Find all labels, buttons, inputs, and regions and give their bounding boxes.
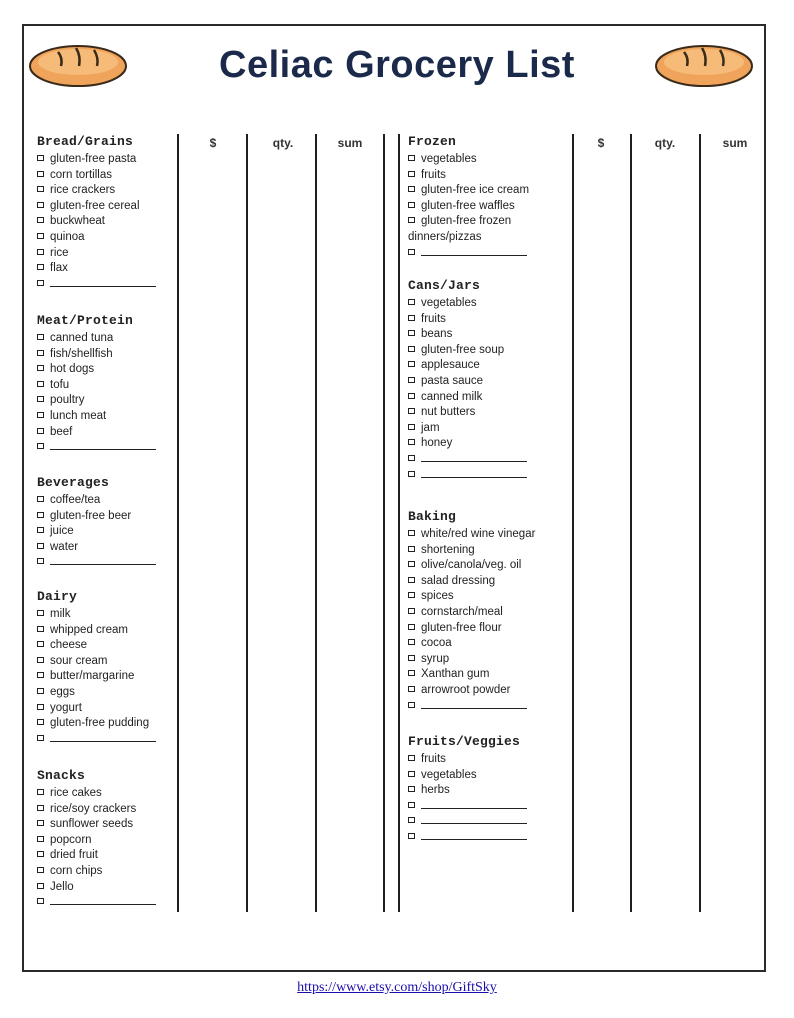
sum-column-header: sum (337, 136, 363, 150)
item-label: fruits (421, 168, 446, 181)
list-item (37, 493, 156, 509)
list-item (37, 347, 156, 363)
checkbox[interactable] (408, 217, 415, 223)
item-label: shortening (421, 543, 475, 556)
item-label: water (50, 540, 79, 553)
list-item (408, 214, 568, 245)
list-item (37, 277, 156, 293)
item-label: fruits (421, 312, 446, 325)
list-item (408, 830, 527, 846)
checkbox[interactable] (37, 657, 44, 663)
list-item (408, 152, 568, 168)
checkbox[interactable] (408, 361, 415, 367)
item-label: corn chips (50, 864, 103, 877)
blank-write-in-line[interactable] (50, 277, 156, 287)
item-label: gluten-free waffles (421, 199, 515, 212)
checkbox[interactable] (408, 315, 415, 321)
blank-write-in-line[interactable] (50, 440, 156, 450)
item-label: gluten-free flour (421, 621, 502, 634)
checkbox[interactable] (408, 639, 415, 645)
blank-write-in-line[interactable] (421, 799, 527, 809)
item-label: juice (50, 525, 74, 538)
checkbox[interactable] (37, 512, 44, 518)
qty-column-header: qty. (654, 136, 676, 150)
section-bread-grains (37, 134, 156, 292)
column-divider (383, 134, 385, 912)
checkbox[interactable] (408, 686, 415, 692)
checkbox[interactable] (37, 443, 44, 449)
checkbox[interactable] (408, 655, 415, 661)
checkbox[interactable] (37, 805, 44, 811)
checkbox[interactable] (37, 867, 44, 873)
list-item (408, 605, 535, 621)
item-label: vegetables (421, 297, 477, 309)
item-label: canned tuna (50, 332, 114, 344)
checkbox[interactable] (408, 186, 415, 192)
item-label: whipped cream (50, 623, 128, 636)
checkbox[interactable] (408, 561, 415, 567)
list-item (37, 540, 156, 556)
section-fruits-veggies (408, 734, 527, 846)
item-label: flax (50, 262, 68, 275)
list-item (37, 440, 156, 456)
checkbox[interactable] (37, 202, 44, 208)
checkbox[interactable] (37, 735, 44, 741)
checkbox[interactable] (37, 789, 44, 795)
checkbox[interactable] (408, 299, 415, 305)
list-item (37, 716, 156, 732)
item-label: cocoa (421, 637, 452, 650)
checkbox[interactable] (408, 608, 415, 614)
checkbox[interactable] (408, 171, 415, 177)
list-item (408, 558, 535, 574)
item-label: milk (50, 608, 71, 620)
item-label: syrup (421, 652, 450, 665)
checkbox[interactable] (37, 264, 44, 270)
checkbox[interactable] (408, 577, 415, 583)
blank-write-in-line[interactable] (50, 732, 156, 742)
list-item (37, 152, 156, 168)
list-item (408, 390, 527, 406)
checkbox[interactable] (408, 670, 415, 676)
checkbox[interactable] (37, 496, 44, 502)
blank-write-in-line[interactable] (50, 895, 156, 905)
column-divider (398, 134, 400, 912)
checkbox[interactable] (37, 350, 44, 356)
list-item (37, 848, 156, 864)
blank-write-in-line[interactable] (421, 830, 527, 840)
item-label: butter/margarine (50, 670, 135, 683)
list-item (408, 327, 527, 343)
list-item (37, 638, 156, 654)
section-meat-protein (37, 313, 156, 456)
item-label: lunch meat (50, 409, 107, 422)
list-item (37, 607, 156, 623)
checkbox[interactable] (408, 408, 415, 414)
item-label: salad dressing (421, 574, 496, 587)
list-item (37, 378, 156, 394)
item-label: nut butters (421, 406, 476, 419)
section-title: Dairy (37, 589, 78, 604)
section-title: Cans/Jars (408, 278, 481, 293)
checkbox[interactable] (37, 233, 44, 239)
checkbox[interactable] (408, 455, 415, 461)
section-cans-jars (408, 278, 527, 483)
etsy-shop-link[interactable]: https://www.etsy.com/shop/GiftSky (297, 980, 497, 995)
list-item (408, 783, 527, 799)
checkbox[interactable] (408, 755, 415, 761)
list-item (37, 246, 156, 262)
item-label: gluten-free soup (421, 343, 505, 356)
list-item (408, 199, 568, 215)
blank-write-in-line[interactable] (421, 452, 527, 462)
checkbox[interactable] (408, 424, 415, 430)
list-item (408, 543, 535, 559)
item-label: beans (421, 328, 453, 341)
list-item (408, 168, 568, 184)
section-dairy (37, 589, 156, 747)
checkbox[interactable] (408, 377, 415, 383)
list-item (37, 524, 156, 540)
list-item (408, 699, 535, 715)
checkbox[interactable] (408, 771, 415, 777)
column-divider (699, 134, 701, 912)
checkbox[interactable] (408, 439, 415, 445)
list-item (408, 652, 535, 668)
checkbox[interactable] (37, 155, 44, 161)
list-item (408, 374, 527, 390)
blank-write-in-line[interactable] (50, 555, 156, 565)
section-title: Fruits/Veggies (408, 734, 521, 749)
list-item (37, 168, 156, 184)
checkbox[interactable] (37, 883, 44, 889)
list-item (408, 768, 527, 784)
checkbox[interactable] (37, 836, 44, 842)
item-label: fruits (421, 753, 446, 765)
list-item (408, 527, 535, 543)
list-item (37, 555, 156, 571)
list-item (37, 393, 156, 409)
section-beverages (37, 475, 156, 571)
item-label: cornstarch/meal (421, 605, 503, 618)
item-label: gluten-free ice cream (421, 184, 530, 197)
item-label: jam (421, 421, 440, 434)
list-item (37, 362, 156, 378)
section-title: Beverages (37, 475, 110, 490)
checkbox[interactable] (37, 217, 44, 223)
checkbox[interactable] (37, 186, 44, 192)
checkbox[interactable] (37, 820, 44, 826)
checkbox[interactable] (37, 381, 44, 387)
blank-write-in-line[interactable] (421, 246, 527, 256)
checkbox[interactable] (408, 786, 415, 792)
checkbox[interactable] (37, 412, 44, 418)
checkbox[interactable] (408, 346, 415, 352)
checkbox[interactable] (37, 334, 44, 340)
item-label: spices (421, 590, 454, 603)
item-label: olive/canola/veg. oil (421, 559, 522, 572)
checkbox[interactable] (408, 393, 415, 399)
item-label: rice crackers (50, 184, 116, 197)
item-label: sour cream (50, 654, 108, 667)
blank-write-in-line[interactable] (421, 814, 527, 824)
list-item (37, 331, 156, 347)
list-item (37, 880, 156, 896)
list-item (37, 833, 156, 849)
checkbox[interactable] (37, 396, 44, 402)
checkbox[interactable] (408, 471, 415, 477)
item-label: popcorn (50, 833, 92, 846)
item-label: gluten-free cereal (50, 199, 140, 212)
list-item (408, 752, 527, 768)
item-label: vegetables (421, 768, 477, 781)
list-item (408, 183, 568, 199)
list-item (408, 468, 527, 484)
list-item (37, 786, 156, 802)
list-item (408, 358, 527, 374)
list-item (408, 621, 535, 637)
checkbox[interactable] (37, 898, 44, 904)
price-column-header: $ (209, 136, 217, 150)
item-label: rice cakes (50, 787, 102, 799)
item-label: yogurt (50, 701, 82, 714)
checkbox[interactable] (37, 280, 44, 286)
item-label: coffee/tea (50, 494, 101, 506)
list-item (37, 183, 156, 199)
item-label: gluten-free pasta (50, 153, 137, 165)
item-label: eggs (50, 685, 75, 698)
checkbox[interactable] (408, 155, 415, 161)
section-snacks (37, 768, 156, 911)
checkbox[interactable] (408, 592, 415, 598)
section-frozen (408, 134, 568, 261)
list-item (37, 623, 156, 639)
item-label: quinoa (50, 230, 85, 243)
checkbox[interactable] (37, 171, 44, 177)
list-item (408, 667, 535, 683)
item-label: buckwheat (50, 215, 105, 228)
checkbox[interactable] (37, 688, 44, 694)
list-item (37, 685, 156, 701)
item-label: sunflower seeds (50, 818, 134, 831)
checkbox[interactable] (408, 330, 415, 336)
list-item (37, 199, 156, 215)
list-item (408, 343, 527, 359)
list-item (408, 405, 527, 421)
checkbox[interactable] (37, 249, 44, 255)
item-label: poultry (50, 394, 85, 407)
page-title: Celiac Grocery List (219, 44, 575, 86)
checkbox[interactable] (37, 365, 44, 371)
list-item (37, 669, 156, 685)
checkbox[interactable] (408, 833, 415, 839)
column-divider (630, 134, 632, 912)
section-title: Frozen (408, 134, 457, 149)
item-label: rice/soy crackers (50, 802, 137, 815)
list-item (37, 425, 156, 441)
list-item (37, 864, 156, 880)
item-label: honey (421, 437, 453, 450)
list-item (408, 312, 527, 328)
list-item (37, 654, 156, 670)
blank-write-in-line[interactable] (421, 699, 527, 709)
section-title: Bread/Grains (37, 134, 134, 149)
list-item (37, 261, 156, 277)
list-item (408, 683, 535, 699)
checkbox[interactable] (408, 202, 415, 208)
column-divider (315, 134, 317, 912)
section-baking (408, 509, 535, 714)
list-item (37, 802, 156, 818)
price-column-header: $ (597, 136, 605, 150)
list-item (37, 230, 156, 246)
item-label: tofu (50, 378, 70, 391)
checkbox[interactable] (37, 558, 44, 564)
item-label: corn tortillas (50, 168, 112, 181)
item-label: applesauce (421, 359, 480, 372)
checkbox[interactable] (408, 702, 415, 708)
list-item (408, 574, 535, 590)
item-label: canned milk (421, 390, 483, 403)
checkbox[interactable] (37, 626, 44, 632)
section-title: Meat/Protein (37, 313, 134, 328)
checkbox[interactable] (37, 610, 44, 616)
checkbox[interactable] (408, 546, 415, 552)
checkbox[interactable] (408, 249, 415, 255)
list-item (37, 732, 156, 748)
item-label: herbs (421, 784, 450, 797)
item-label: gluten-free pudding (50, 717, 150, 730)
checkbox[interactable] (408, 624, 415, 630)
item-label: beef (50, 425, 73, 438)
item-label: gluten-free beer (50, 509, 132, 522)
item-label: Jello (50, 880, 74, 893)
list-item (408, 452, 527, 468)
list-item (408, 589, 535, 605)
item-label: cheese (50, 639, 88, 652)
item-label: dried fruit (50, 849, 98, 862)
checkbox[interactable] (408, 530, 415, 536)
sum-column-header: sum (722, 136, 748, 150)
checkbox[interactable] (37, 428, 44, 434)
list-item (37, 214, 156, 230)
item-label: white/red wine vinegar (421, 528, 536, 540)
list-item (37, 817, 156, 833)
qty-column-header: qty. (272, 136, 294, 150)
item-label: pasta sauce (421, 374, 484, 387)
checkbox[interactable] (408, 817, 415, 823)
checkbox[interactable] (37, 851, 44, 857)
checkbox[interactable] (37, 543, 44, 549)
list-item (408, 436, 527, 452)
list-item (37, 895, 156, 911)
column-divider (572, 134, 574, 912)
item-label: arrowroot powder (421, 683, 511, 696)
list-item (408, 246, 568, 262)
section-title: Snacks (37, 768, 86, 783)
checkbox[interactable] (37, 641, 44, 647)
checkbox[interactable] (408, 802, 415, 808)
list-item (408, 799, 527, 815)
checkbox[interactable] (37, 719, 44, 725)
list-item (408, 636, 535, 652)
list-item (37, 509, 156, 525)
list-item (37, 409, 156, 425)
item-label: Xanthan gum (421, 668, 490, 681)
column-divider (246, 134, 248, 912)
item-label: gluten-free frozen dinners/pizzas (408, 215, 512, 243)
list-item (408, 814, 527, 830)
list-item (408, 421, 527, 437)
list-item (408, 296, 527, 312)
item-label: rice (50, 246, 69, 259)
blank-write-in-line[interactable] (421, 468, 527, 478)
checkbox[interactable] (37, 527, 44, 533)
checkbox[interactable] (37, 704, 44, 710)
item-label: hot dogs (50, 363, 95, 376)
item-label: fish/shellfish (50, 347, 113, 360)
checkbox[interactable] (37, 672, 44, 678)
item-label: vegetables (421, 153, 477, 165)
section-title: Baking (408, 509, 457, 524)
list-item (37, 701, 156, 717)
column-divider (177, 134, 179, 912)
